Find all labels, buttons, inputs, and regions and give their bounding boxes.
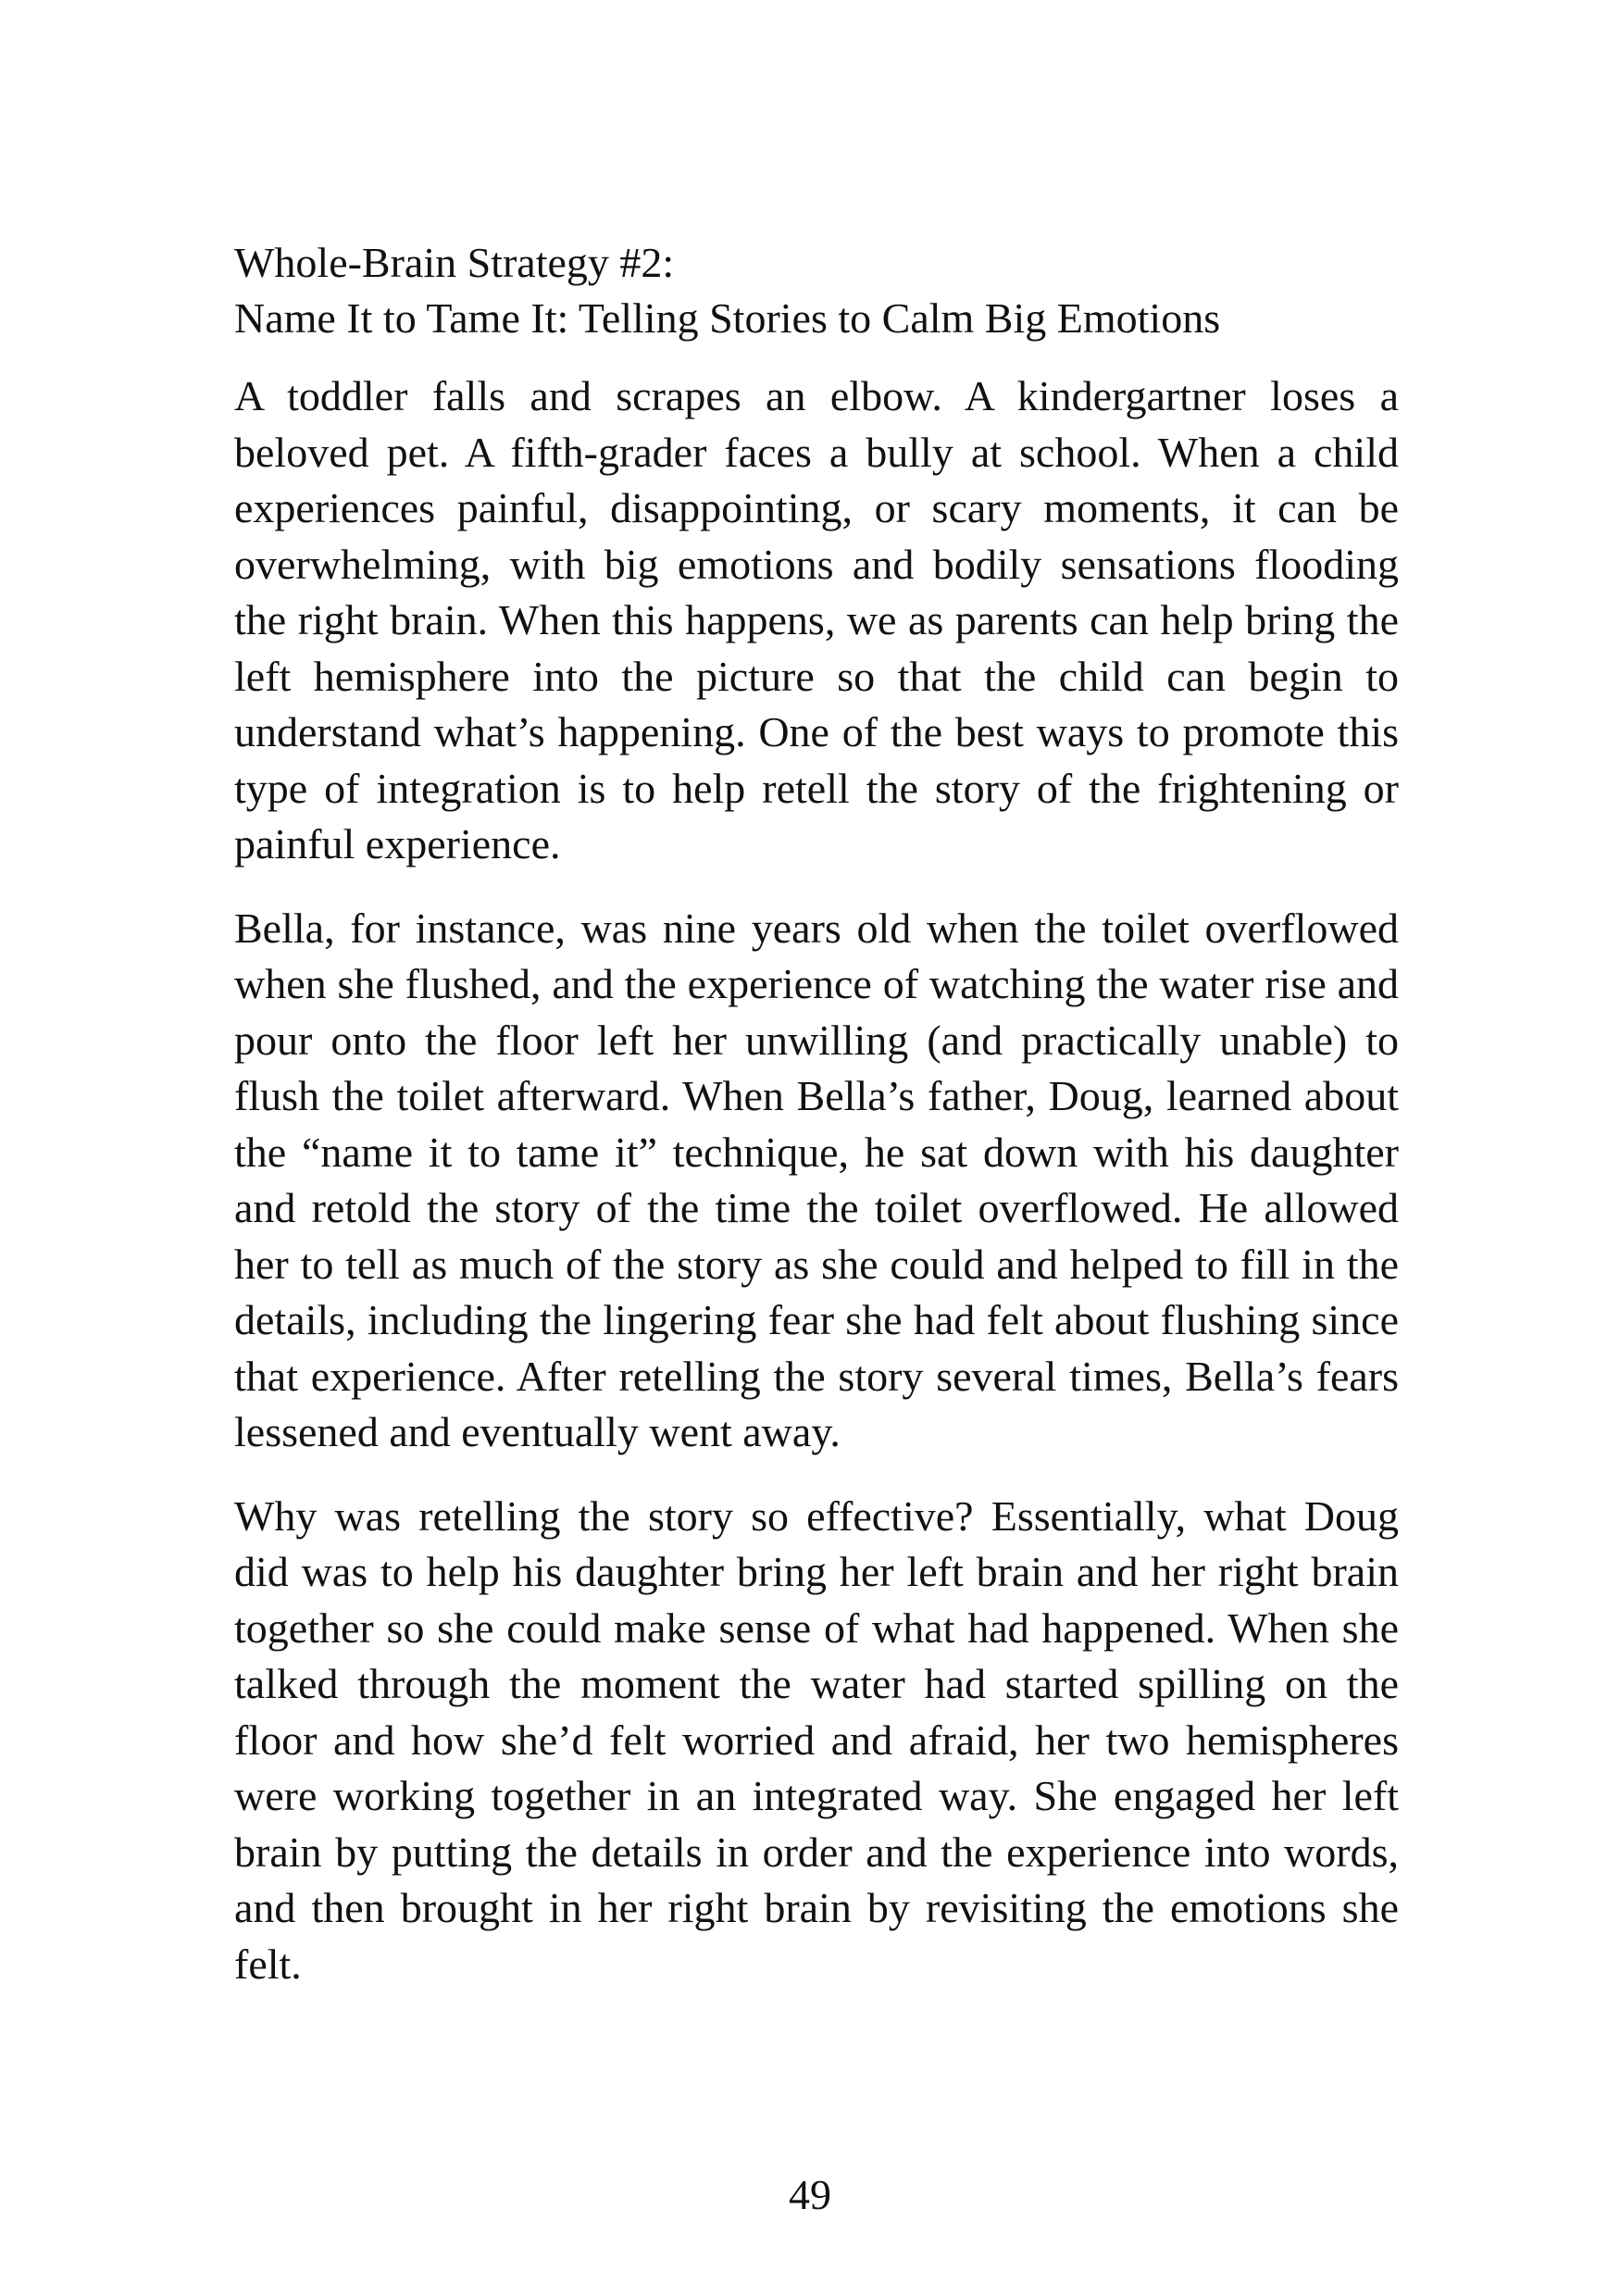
paragraph-intro: A toddler falls and scrapes an elbow. A kindergartner loses a beloved pet. A fifth-grader faces a bully at school. When a child experiences painful, disappointing, or scary moments, it can be overwhelming, with big emotions and bodily sensations flooding the right brain. When this happens, we as parents can help bring the left hemisphere into the picture so that the child can begin to understand what’s happening. One of the best ways to promote this type of integration is to help retell the story of the frightening or painful experience. bbox=[234, 372, 1399, 867]
page-content bbox=[234, 235, 1399, 2020]
paragraph-why-effective: Why was retelling the story so effective? Essentially, what Doug did was to help his daughter bring her left brain and her right brain together so she could make sense of what had happened. When she talked through the moment the water had started spilling on the floor and how she’d felt worried and afraid, her two hemispheres were working together in an integrated way. She engaged her left brain by putting the details in order and the experience into words, and then brought in her right brain by revisiting the emotions she felt. bbox=[234, 1491, 1399, 1988]
heading-line-title: Name It to Tame It: Telling Stories to Calm Big Emotions bbox=[234, 294, 1221, 342]
page-number: 49 bbox=[789, 2171, 831, 2218]
paragraph-bella-story: Bella, for instance, was nine years old when the toilet overflowed when she flushed, and the experience of watching the water rise and pour onto the floor left her unwilling (and practically unable) to flush the toilet afterward. When Bella’s father, Doug, learned about the “name it to tame it” technique, he sat down with his daughter and retold the story of the time the toilet overflowed. He allowed her to tell as much of the story as she could and helped to fill in the details, including the lingering fear she had felt about flushing since that experience. After retelling the story several times, Bella’s fears lessened and eventually went away. bbox=[234, 904, 1399, 1455]
heading-line-strategy: Whole-Brain Strategy #2: bbox=[234, 239, 675, 286]
section-heading bbox=[234, 235, 1399, 346]
